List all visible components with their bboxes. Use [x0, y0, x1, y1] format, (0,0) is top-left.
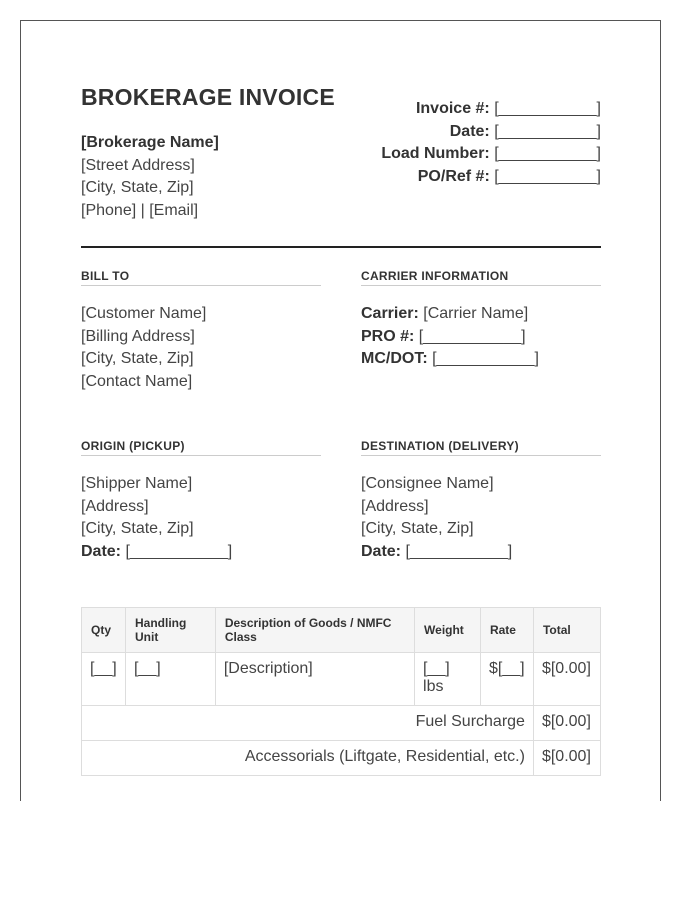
- destination-body: [361, 473, 601, 563]
- table-row: [82, 653, 601, 706]
- load-number-row: [381, 143, 601, 166]
- carrier-section: [361, 269, 601, 371]
- invoice-page: [20, 20, 661, 801]
- bill-to-heading: BILL TO: [81, 269, 321, 286]
- destination-heading: DESTINATION (DELIVERY): [361, 439, 601, 456]
- invoice-number-row: [381, 98, 601, 121]
- pro-row: [361, 326, 601, 349]
- destination-date-row: [361, 541, 601, 564]
- invoice-number-label: Invoice #:: [415, 100, 490, 117]
- rate-cell[interactable]: $[__]: [480, 653, 533, 706]
- carrier-name-field[interactable]: [Carrier Name]: [423, 305, 529, 322]
- carrier-label: Carrier:: [361, 305, 419, 322]
- qty-cell[interactable]: [__]: [82, 653, 126, 706]
- accessorials-total[interactable]: $[0.00]: [533, 741, 600, 776]
- invoice-title: BROKERAGE INVOICE: [81, 84, 335, 110]
- destination-city-state-zip: [City, State, Zip]: [361, 520, 474, 537]
- handling-unit-cell[interactable]: [__]: [125, 653, 215, 706]
- bill-to-body: [81, 303, 321, 393]
- table-header-row: [82, 608, 601, 653]
- mcdot-row: [361, 348, 601, 371]
- col-header-qty: Qty: [82, 608, 126, 653]
- accessorials-label: Accessorials (Liftgate, Residential, etc.): [82, 741, 534, 776]
- pro-field[interactable]: [___________]: [418, 327, 526, 345]
- invoice-date-label: Date:: [449, 122, 490, 140]
- origin-city-state-zip: [City, State, Zip]: [81, 520, 194, 537]
- col-header-rate: Rate: [480, 608, 533, 653]
- load-number-label: Load Number:: [381, 145, 490, 162]
- col-header-description: Description of Goods / NMFC Class: [215, 608, 414, 653]
- fuel-surcharge-label: Fuel Surcharge: [82, 706, 534, 741]
- destination-date-label: Date:: [361, 542, 402, 560]
- origin-date-field[interactable]: [___________]: [125, 542, 233, 560]
- carrier-heading: CARRIER INFORMATION: [361, 269, 601, 286]
- origin-date-row: [81, 541, 321, 564]
- bill-to-city-state-zip: [City, State, Zip]: [81, 350, 194, 367]
- origin-body: [81, 473, 321, 563]
- destination-date-field[interactable]: [___________]: [405, 542, 513, 560]
- brokerage-street-address: [Street Address]: [81, 156, 195, 174]
- billing-address: [Billing Address]: [81, 327, 195, 345]
- bill-to-section: [81, 269, 321, 393]
- mcdot-label: MC/DOT:: [361, 350, 428, 367]
- po-ref-field[interactable]: [___________]: [494, 167, 601, 185]
- mcdot-field[interactable]: [___________]: [432, 350, 539, 367]
- invoice-meta: [381, 98, 601, 188]
- fuel-surcharge-row: [82, 706, 601, 741]
- accessorials-row: [82, 741, 601, 776]
- destination-address: [Address]: [361, 497, 429, 515]
- po-ref-row: [381, 166, 601, 189]
- origin-date-label: Date:: [81, 542, 122, 560]
- fuel-surcharge-total[interactable]: $[0.00]: [533, 706, 600, 741]
- carrier-body: [361, 303, 601, 371]
- col-header-handling-unit: Handling Unit: [125, 608, 215, 653]
- customer-name: [Customer Name]: [81, 305, 207, 322]
- line-items-table: [81, 607, 601, 776]
- brokerage-info: [81, 132, 219, 222]
- origin-address: [Address]: [81, 497, 149, 515]
- po-ref-label: PO/Ref #:: [417, 167, 490, 185]
- carrier-row: [361, 303, 601, 326]
- brokerage-phone-email: [Phone] | [Email]: [81, 201, 199, 219]
- weight-cell[interactable]: [__] lbs: [415, 653, 481, 706]
- header-divider: [81, 246, 601, 248]
- origin-section: [81, 439, 321, 563]
- shipper-name: [Shipper Name]: [81, 475, 193, 492]
- invoice-number-field[interactable]: [___________]: [494, 100, 601, 117]
- invoice-date-row: [381, 121, 601, 144]
- col-header-weight: Weight: [415, 608, 481, 653]
- contact-name: [Contact Name]: [81, 372, 193, 390]
- invoice-date-field[interactable]: [___________]: [494, 122, 601, 140]
- pro-label: PRO #:: [361, 327, 415, 345]
- origin-heading: ORIGIN (PICKUP): [81, 439, 321, 456]
- brokerage-city-state-zip: [City, State, Zip]: [81, 179, 194, 196]
- description-cell[interactable]: [Description]: [215, 653, 414, 706]
- consignee-name: [Consignee Name]: [361, 475, 494, 492]
- total-cell[interactable]: $[0.00]: [533, 653, 600, 706]
- destination-section: [361, 439, 601, 563]
- load-number-field[interactable]: [___________]: [494, 145, 601, 162]
- brokerage-name: [Brokerage Name]: [81, 134, 219, 151]
- col-header-total: Total: [533, 608, 600, 653]
